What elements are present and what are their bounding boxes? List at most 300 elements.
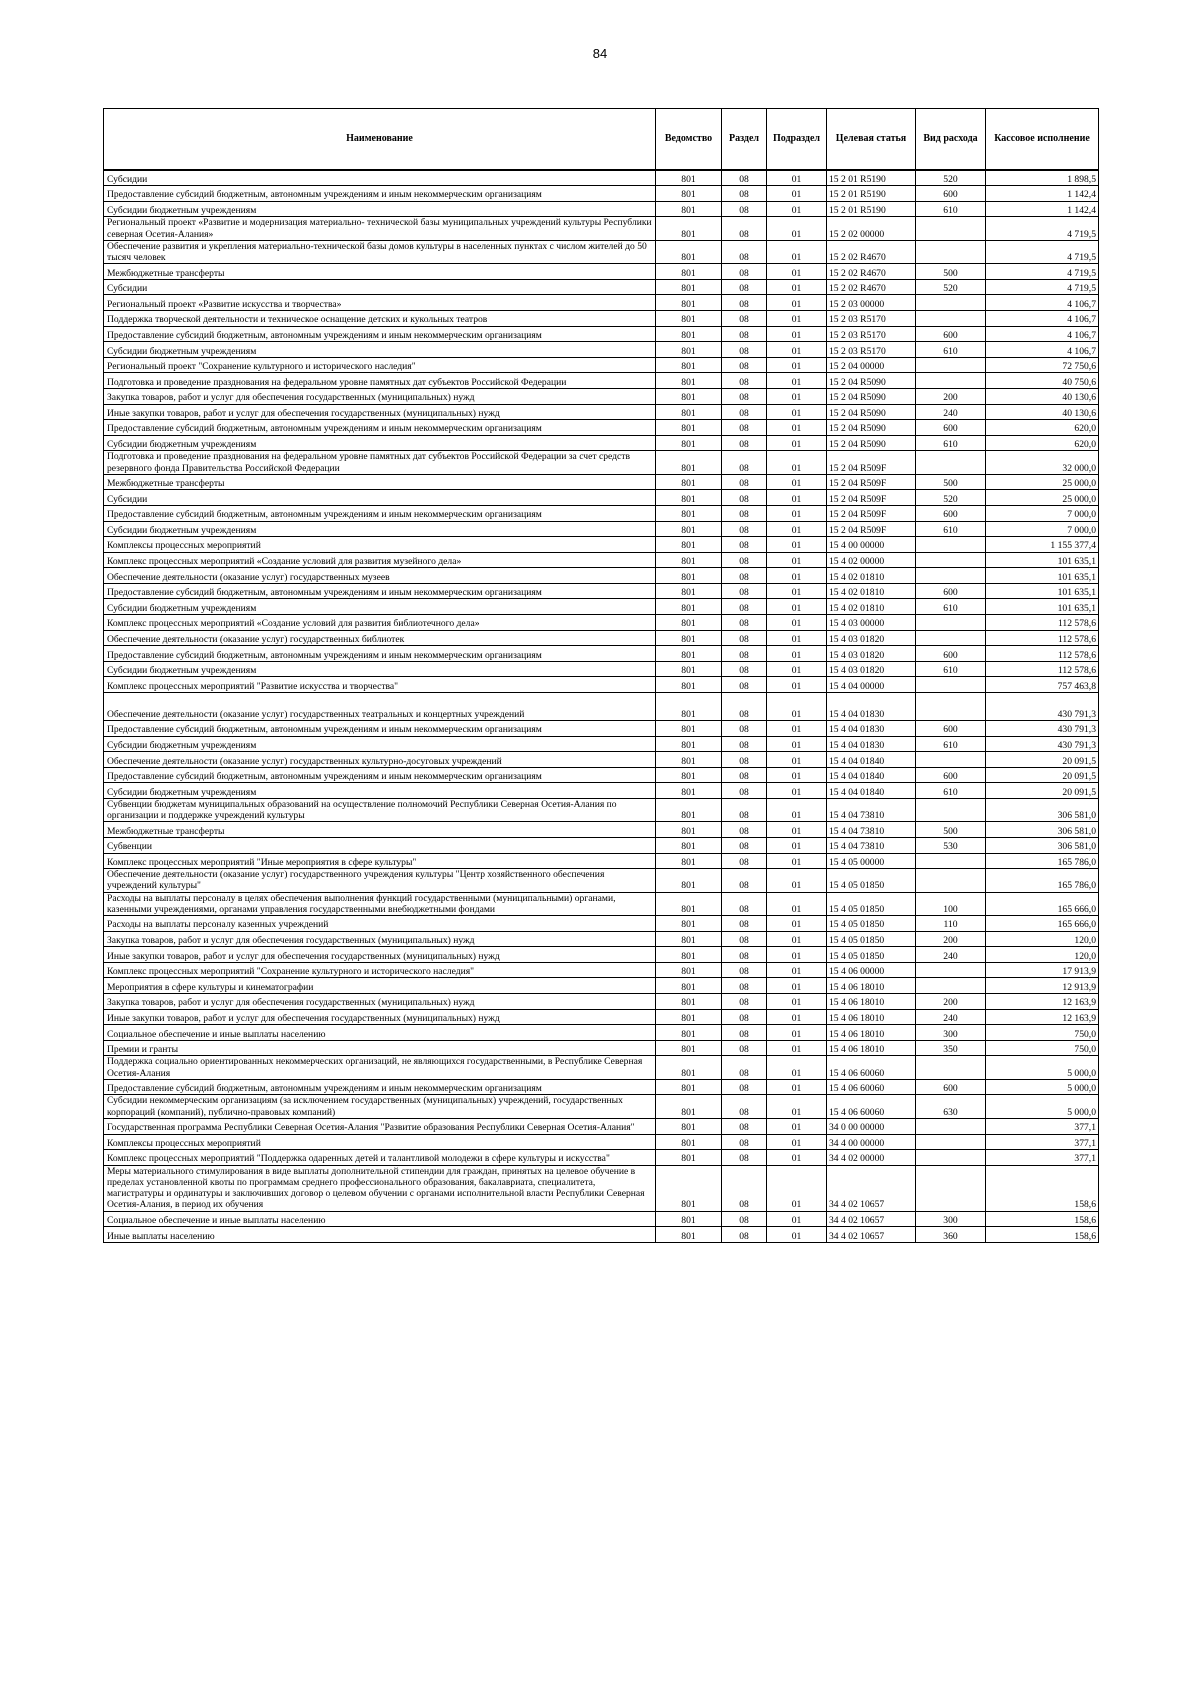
row-dept: 801: [656, 1118, 722, 1134]
row-expense-type: 500: [916, 264, 986, 280]
row-subsection: 01: [767, 892, 827, 915]
row-expense-type: 520: [916, 279, 986, 295]
row-dept: 801: [656, 326, 722, 342]
row-section: 08: [722, 1025, 767, 1041]
row-section: 08: [722, 264, 767, 280]
row-amount: 101 635,1: [986, 599, 1099, 615]
row-amount: 620,0: [986, 420, 1099, 436]
row-subsection: 01: [767, 838, 827, 854]
row-target: 15 4 05 01850: [827, 892, 916, 915]
table-row: [104, 869, 1099, 892]
row-subsection: 01: [767, 521, 827, 537]
row-target: 15 4 04 01830: [827, 721, 916, 737]
row-amount: 158,6: [986, 1211, 1099, 1227]
row-name: Иные закупки товаров, работ и услуг для обеспечения государственных (муниципальных) нужд: [104, 1009, 656, 1025]
row-subsection: 01: [767, 962, 827, 978]
row-subsection: 01: [767, 752, 827, 768]
row-section: 08: [722, 736, 767, 752]
row-section: 08: [722, 1211, 767, 1227]
row-amount: 4 106,7: [986, 295, 1099, 311]
row-expense-type: [916, 240, 986, 263]
row-target: 34 4 02 10657: [827, 1211, 916, 1227]
row-amount: 112 578,6: [986, 630, 1099, 646]
row-section: 08: [722, 799, 767, 822]
row-amount: 17 913,9: [986, 962, 1099, 978]
row-target: 15 4 02 01810: [827, 599, 916, 615]
table-row: [104, 962, 1099, 978]
row-name: Подготовка и проведение празднования на федеральном уровне памятных дат субъектов Российской Федерации за счет средств резервного фонда Правительства Российской Федерации: [104, 451, 656, 474]
row-subsection: 01: [767, 342, 827, 358]
table-body: [104, 170, 1099, 1242]
row-amount: 25 000,0: [986, 474, 1099, 490]
table-row: [104, 1227, 1099, 1243]
table-row: [104, 264, 1099, 280]
row-subsection: 01: [767, 1056, 827, 1079]
row-target: 15 4 05 01850: [827, 916, 916, 932]
row-subsection: 01: [767, 853, 827, 869]
row-target: 34 4 00 00000: [827, 1134, 916, 1150]
row-target: 15 2 02 00000: [827, 217, 916, 240]
row-subsection: 01: [767, 217, 827, 240]
row-dept: 801: [656, 962, 722, 978]
row-target: 15 4 05 00000: [827, 853, 916, 869]
row-expense-type: 500: [916, 822, 986, 838]
row-name: Предоставление субсидий бюджетным, автономным учреждениям и иным некоммерческим организациям: [104, 583, 656, 599]
row-target: 34 0 00 00000: [827, 1118, 916, 1134]
header-expense-type: Вид расхода: [916, 109, 986, 171]
row-target: 15 4 06 18010: [827, 1009, 916, 1025]
row-subsection: 01: [767, 978, 827, 994]
row-expense-type: 610: [916, 435, 986, 451]
row-amount: 32 000,0: [986, 451, 1099, 474]
row-amount: 430 791,3: [986, 721, 1099, 737]
row-dept: 801: [656, 1040, 722, 1056]
header-execution: Кассовое исполнение: [986, 109, 1099, 171]
row-subsection: 01: [767, 201, 827, 217]
table-row: [104, 373, 1099, 389]
row-expense-type: [916, 217, 986, 240]
row-name: Региональный проект «Развитие искусства и творчества»: [104, 295, 656, 311]
header-name: Наименование: [104, 109, 656, 171]
row-section: 08: [722, 1009, 767, 1025]
row-dept: 801: [656, 1134, 722, 1150]
row-subsection: 01: [767, 1118, 827, 1134]
table-row: [104, 1134, 1099, 1150]
row-target: 15 4 04 01830: [827, 693, 916, 721]
row-name: Региональный проект "Сохранение культурного и исторического наследия": [104, 357, 656, 373]
row-section: 08: [722, 451, 767, 474]
row-expense-type: [916, 615, 986, 631]
row-amount: 377,1: [986, 1150, 1099, 1166]
row-amount: 750,0: [986, 1025, 1099, 1041]
row-name: Обеспечение деятельности (оказание услуг) государственного учреждения культуры "Центр хозяйственного обеспечения учреждений культуры": [104, 869, 656, 892]
table-row: [104, 474, 1099, 490]
row-name: Расходы на выплаты персоналу в целях обеспечения выполнения функций государственными (муниципальными) органами, казенными учреждениями, органами управления государственными внебюджетными фондами: [104, 892, 656, 915]
row-target: 15 2 02 R4670: [827, 279, 916, 295]
row-name: Социальное обеспечение и иные выплаты населению: [104, 1025, 656, 1041]
row-subsection: 01: [767, 537, 827, 553]
row-section: 08: [722, 822, 767, 838]
row-subsection: 01: [767, 170, 827, 186]
row-section: 08: [722, 962, 767, 978]
row-amount: 4 106,7: [986, 326, 1099, 342]
row-expense-type: 110: [916, 916, 986, 932]
row-dept: 801: [656, 615, 722, 631]
row-amount: 4 719,5: [986, 279, 1099, 295]
row-dept: 801: [656, 474, 722, 490]
row-name: Закупка товаров, работ и услуг для обеспечения государственных (муниципальных) нужд: [104, 994, 656, 1010]
row-amount: 120,0: [986, 931, 1099, 947]
row-amount: 101 635,1: [986, 583, 1099, 599]
header-section: Раздел: [722, 109, 767, 171]
row-expense-type: 360: [916, 1227, 986, 1243]
row-subsection: 01: [767, 931, 827, 947]
row-expense-type: 240: [916, 404, 986, 420]
row-subsection: 01: [767, 1025, 827, 1041]
row-expense-type: [916, 373, 986, 389]
table-row: [104, 767, 1099, 783]
row-amount: 430 791,3: [986, 736, 1099, 752]
row-name: Региональный проект «Развитие и модернизация материально- технической базы муниципальных учреждений культуры Республики северная Осетия-Алания»: [104, 217, 656, 240]
table-row: [104, 568, 1099, 584]
table-row: [104, 1095, 1099, 1118]
table-row: [104, 892, 1099, 915]
row-expense-type: [916, 1118, 986, 1134]
row-section: 08: [722, 1040, 767, 1056]
row-dept: 801: [656, 892, 722, 915]
row-dept: 801: [656, 1165, 722, 1211]
row-target: 15 4 04 00000: [827, 677, 916, 693]
row-amount: 12 163,9: [986, 1009, 1099, 1025]
budget-execution-table: [103, 108, 1099, 1243]
row-section: 08: [722, 994, 767, 1010]
row-section: 08: [722, 186, 767, 202]
table-row: [104, 1211, 1099, 1227]
row-name: Премии и гранты: [104, 1040, 656, 1056]
row-expense-type: 610: [916, 661, 986, 677]
table-row: [104, 279, 1099, 295]
table-row: [104, 1025, 1099, 1041]
table-row: [104, 853, 1099, 869]
row-dept: 801: [656, 240, 722, 263]
row-amount: 1 155 377,4: [986, 537, 1099, 553]
table-row: [104, 1079, 1099, 1095]
row-section: 08: [722, 931, 767, 947]
row-name: Комплекс процессных мероприятий «Создание условий для развития музейного дела»: [104, 552, 656, 568]
row-expense-type: 600: [916, 583, 986, 599]
row-amount: 101 635,1: [986, 568, 1099, 584]
row-expense-type: 200: [916, 388, 986, 404]
row-target: 15 4 06 60060: [827, 1079, 916, 1095]
row-target: 15 4 06 60060: [827, 1095, 916, 1118]
table-row: [104, 217, 1099, 240]
row-name: Межбюджетные трансферты: [104, 264, 656, 280]
table-row: [104, 615, 1099, 631]
row-amount: 5 000,0: [986, 1095, 1099, 1118]
table-row: [104, 170, 1099, 186]
row-subsection: 01: [767, 435, 827, 451]
table-row: [104, 490, 1099, 506]
row-name: Предоставление субсидий бюджетным, автономным учреждениям и иным некоммерческим организациям: [104, 767, 656, 783]
table-row: [104, 357, 1099, 373]
row-dept: 801: [656, 931, 722, 947]
row-name: Субсидии: [104, 170, 656, 186]
row-section: 08: [722, 1079, 767, 1095]
row-name: Расходы на выплаты персоналу казенных учреждений: [104, 916, 656, 932]
row-subsection: 01: [767, 404, 827, 420]
row-expense-type: [916, 295, 986, 311]
row-subsection: 01: [767, 505, 827, 521]
row-expense-type: [916, 752, 986, 768]
table-row: [104, 661, 1099, 677]
row-amount: 4 106,7: [986, 310, 1099, 326]
row-amount: 757 463,8: [986, 677, 1099, 693]
table-row: [104, 583, 1099, 599]
row-subsection: 01: [767, 869, 827, 892]
row-section: 08: [722, 646, 767, 662]
row-dept: 801: [656, 752, 722, 768]
row-section: 08: [722, 661, 767, 677]
row-section: 08: [722, 310, 767, 326]
row-name: Предоставление субсидий бюджетным, автономным учреждениям и иным некоммерческим организациям: [104, 186, 656, 202]
table-row: [104, 295, 1099, 311]
row-dept: 801: [656, 736, 722, 752]
row-section: 08: [722, 295, 767, 311]
row-subsection: 01: [767, 490, 827, 506]
row-expense-type: [916, 357, 986, 373]
row-dept: 801: [656, 1025, 722, 1041]
row-section: 08: [722, 1227, 767, 1243]
row-amount: 7 000,0: [986, 521, 1099, 537]
row-target: 15 4 03 01820: [827, 646, 916, 662]
row-target: 15 4 03 01820: [827, 661, 916, 677]
row-amount: 112 578,6: [986, 646, 1099, 662]
row-target: 15 2 02 R4670: [827, 240, 916, 263]
row-name: Предоставление субсидий бюджетным, автономным учреждениям и иным некоммерческим организациям: [104, 1079, 656, 1095]
row-dept: 801: [656, 994, 722, 1010]
table-row: [104, 599, 1099, 615]
row-section: 08: [722, 1165, 767, 1211]
row-section: 08: [722, 201, 767, 217]
row-dept: 801: [656, 373, 722, 389]
row-expense-type: 240: [916, 1009, 986, 1025]
row-amount: 12 913,9: [986, 978, 1099, 994]
row-amount: 112 578,6: [986, 661, 1099, 677]
row-expense-type: [916, 1150, 986, 1166]
row-amount: 112 578,6: [986, 615, 1099, 631]
row-target: 15 4 04 01840: [827, 783, 916, 799]
row-subsection: 01: [767, 420, 827, 436]
row-dept: 801: [656, 388, 722, 404]
row-name: Государственная программа Республики Северная Осетия-Алания "Развитие образования Республики Северная Осетия-Алания": [104, 1118, 656, 1134]
row-amount: 165 666,0: [986, 916, 1099, 932]
row-expense-type: [916, 978, 986, 994]
row-section: 08: [722, 537, 767, 553]
row-name: Поддержка творческой деятельности и техническое оснащение детских и кукольных театров: [104, 310, 656, 326]
row-expense-type: [916, 630, 986, 646]
row-dept: 801: [656, 342, 722, 358]
row-dept: 801: [656, 505, 722, 521]
row-name: Обеспечение деятельности (оказание услуг) государственных библиотек: [104, 630, 656, 646]
table-row: [104, 342, 1099, 358]
row-expense-type: 300: [916, 1211, 986, 1227]
row-subsection: 01: [767, 615, 827, 631]
row-subsection: 01: [767, 1095, 827, 1118]
table-row: [104, 838, 1099, 854]
row-name: Комплексы процессных мероприятий: [104, 1134, 656, 1150]
row-subsection: 01: [767, 583, 827, 599]
row-name: Меры материального стимулирования в виде выплаты дополнительной стипендии для граждан, принятых на целевое обучение в пределах установленной квоты по программам среднего профессионального образования, бакалавриата, специалитета, магистратуры и ординатуры и заключивших договор о целевом обучении с органами исполнительной власти Республики Северная Осетия-Алания, в период их обучения: [104, 1165, 656, 1211]
row-target: 15 4 06 18010: [827, 1025, 916, 1041]
row-subsection: 01: [767, 186, 827, 202]
row-name: Обеспечение деятельности (оказание услуг) государственных культурно-досуговых учреждений: [104, 752, 656, 768]
row-subsection: 01: [767, 693, 827, 721]
row-target: 15 2 04 R509F: [827, 474, 916, 490]
row-subsection: 01: [767, 1134, 827, 1150]
row-name: Предоставление субсидий бюджетным, автономным учреждениям и иным некоммерческим организациям: [104, 326, 656, 342]
row-target: 15 4 04 01830: [827, 736, 916, 752]
row-subsection: 01: [767, 1009, 827, 1025]
row-expense-type: 610: [916, 342, 986, 358]
table-row: [104, 693, 1099, 721]
table-row: [104, 822, 1099, 838]
table-row: [104, 186, 1099, 202]
row-dept: 801: [656, 1056, 722, 1079]
row-amount: 377,1: [986, 1118, 1099, 1134]
row-name: Обеспечение деятельности (оказание услуг) государственных музеев: [104, 568, 656, 584]
table-row: [104, 978, 1099, 994]
row-section: 08: [722, 357, 767, 373]
row-section: 08: [722, 217, 767, 240]
row-section: 08: [722, 916, 767, 932]
row-name: Субсидии бюджетным учреждениям: [104, 342, 656, 358]
row-amount: 5 000,0: [986, 1079, 1099, 1095]
row-expense-type: 200: [916, 931, 986, 947]
row-dept: 801: [656, 310, 722, 326]
row-expense-type: 200: [916, 994, 986, 1010]
row-target: 15 4 05 01850: [827, 947, 916, 963]
row-expense-type: 600: [916, 505, 986, 521]
row-name: Комплекс процессных мероприятий "Поддержка одаренных детей и талантливой молодежи в сфере культуры и искусства": [104, 1150, 656, 1166]
row-expense-type: [916, 869, 986, 892]
row-target: 15 2 03 R5170: [827, 326, 916, 342]
row-name: Субсидии бюджетным учреждениям: [104, 201, 656, 217]
table-row: [104, 646, 1099, 662]
row-name: Субсидии бюджетным учреждениям: [104, 661, 656, 677]
row-subsection: 01: [767, 264, 827, 280]
row-expense-type: 100: [916, 892, 986, 915]
row-subsection: 01: [767, 677, 827, 693]
row-name: Комплекс процессных мероприятий "Сохранение культурного и исторического наследия": [104, 962, 656, 978]
row-dept: 801: [656, 521, 722, 537]
row-subsection: 01: [767, 599, 827, 615]
row-section: 08: [722, 474, 767, 490]
header-target: Целевая статья: [827, 109, 916, 171]
row-name: Закупка товаров, работ и услуг для обеспечения государственных (муниципальных) нужд: [104, 388, 656, 404]
row-dept: 801: [656, 1095, 722, 1118]
row-section: 08: [722, 838, 767, 854]
row-subsection: 01: [767, 310, 827, 326]
row-section: 08: [722, 568, 767, 584]
row-target: 34 4 02 10657: [827, 1227, 916, 1243]
row-name: Подготовка и проведение празднования на федеральном уровне памятных дат субъектов Российской Федерации: [104, 373, 656, 389]
row-subsection: 01: [767, 326, 827, 342]
row-subsection: 01: [767, 474, 827, 490]
row-dept: 801: [656, 201, 722, 217]
row-expense-type: 630: [916, 1095, 986, 1118]
row-target: 15 4 04 01840: [827, 767, 916, 783]
row-amount: 1 142,4: [986, 201, 1099, 217]
row-section: 08: [722, 240, 767, 263]
table-row: [104, 1118, 1099, 1134]
row-target: 15 4 02 01810: [827, 568, 916, 584]
row-name: Мероприятия в сфере культуры и кинематографии: [104, 978, 656, 994]
row-name: Предоставление субсидий бюджетным, автономным учреждениям и иным некоммерческим организациям: [104, 721, 656, 737]
row-name: Иные закупки товаров, работ и услуг для обеспечения государственных (муниципальных) нужд: [104, 947, 656, 963]
row-amount: 620,0: [986, 435, 1099, 451]
row-section: 08: [722, 342, 767, 358]
row-target: 15 4 06 60060: [827, 1056, 916, 1079]
row-target: 15 4 02 00000: [827, 552, 916, 568]
row-expense-type: [916, 799, 986, 822]
row-name: Предоставление субсидий бюджетным, автономным учреждениям и иным некоммерческим организациям: [104, 505, 656, 521]
table-row: [104, 916, 1099, 932]
row-target: 15 4 04 73810: [827, 799, 916, 822]
row-name: Социальное обеспечение и иные выплаты населению: [104, 1211, 656, 1227]
row-section: 08: [722, 552, 767, 568]
row-amount: 4 719,5: [986, 264, 1099, 280]
table-row: [104, 310, 1099, 326]
row-amount: 750,0: [986, 1040, 1099, 1056]
row-name: Субсидии: [104, 490, 656, 506]
row-target: 15 2 02 R4670: [827, 264, 916, 280]
row-subsection: 01: [767, 451, 827, 474]
row-expense-type: 530: [916, 838, 986, 854]
table-row: [104, 420, 1099, 436]
row-section: 08: [722, 373, 767, 389]
table-row: [104, 994, 1099, 1010]
row-amount: 306 581,0: [986, 838, 1099, 854]
row-target: 15 4 05 01850: [827, 931, 916, 947]
row-amount: 306 581,0: [986, 822, 1099, 838]
row-name: Субвенции: [104, 838, 656, 854]
row-expense-type: 600: [916, 646, 986, 662]
row-dept: 801: [656, 916, 722, 932]
row-amount: 1 142,4: [986, 186, 1099, 202]
row-expense-type: 240: [916, 947, 986, 963]
row-subsection: 01: [767, 799, 827, 822]
row-expense-type: 610: [916, 736, 986, 752]
row-target: 15 2 03 R5170: [827, 310, 916, 326]
row-dept: 801: [656, 1211, 722, 1227]
row-subsection: 01: [767, 994, 827, 1010]
row-section: 08: [722, 404, 767, 420]
row-subsection: 01: [767, 783, 827, 799]
row-target: 15 2 04 R509F: [827, 505, 916, 521]
table-row: [104, 783, 1099, 799]
row-expense-type: 600: [916, 767, 986, 783]
table-row: [104, 201, 1099, 217]
row-amount: 20 091,5: [986, 752, 1099, 768]
row-name: Субсидии: [104, 279, 656, 295]
row-name: Субсидии бюджетным учреждениям: [104, 435, 656, 451]
row-amount: 40 130,6: [986, 388, 1099, 404]
row-dept: 801: [656, 783, 722, 799]
row-section: 08: [722, 853, 767, 869]
row-target: 15 4 04 01840: [827, 752, 916, 768]
row-subsection: 01: [767, 1079, 827, 1095]
row-target: 15 2 04 R5090: [827, 435, 916, 451]
